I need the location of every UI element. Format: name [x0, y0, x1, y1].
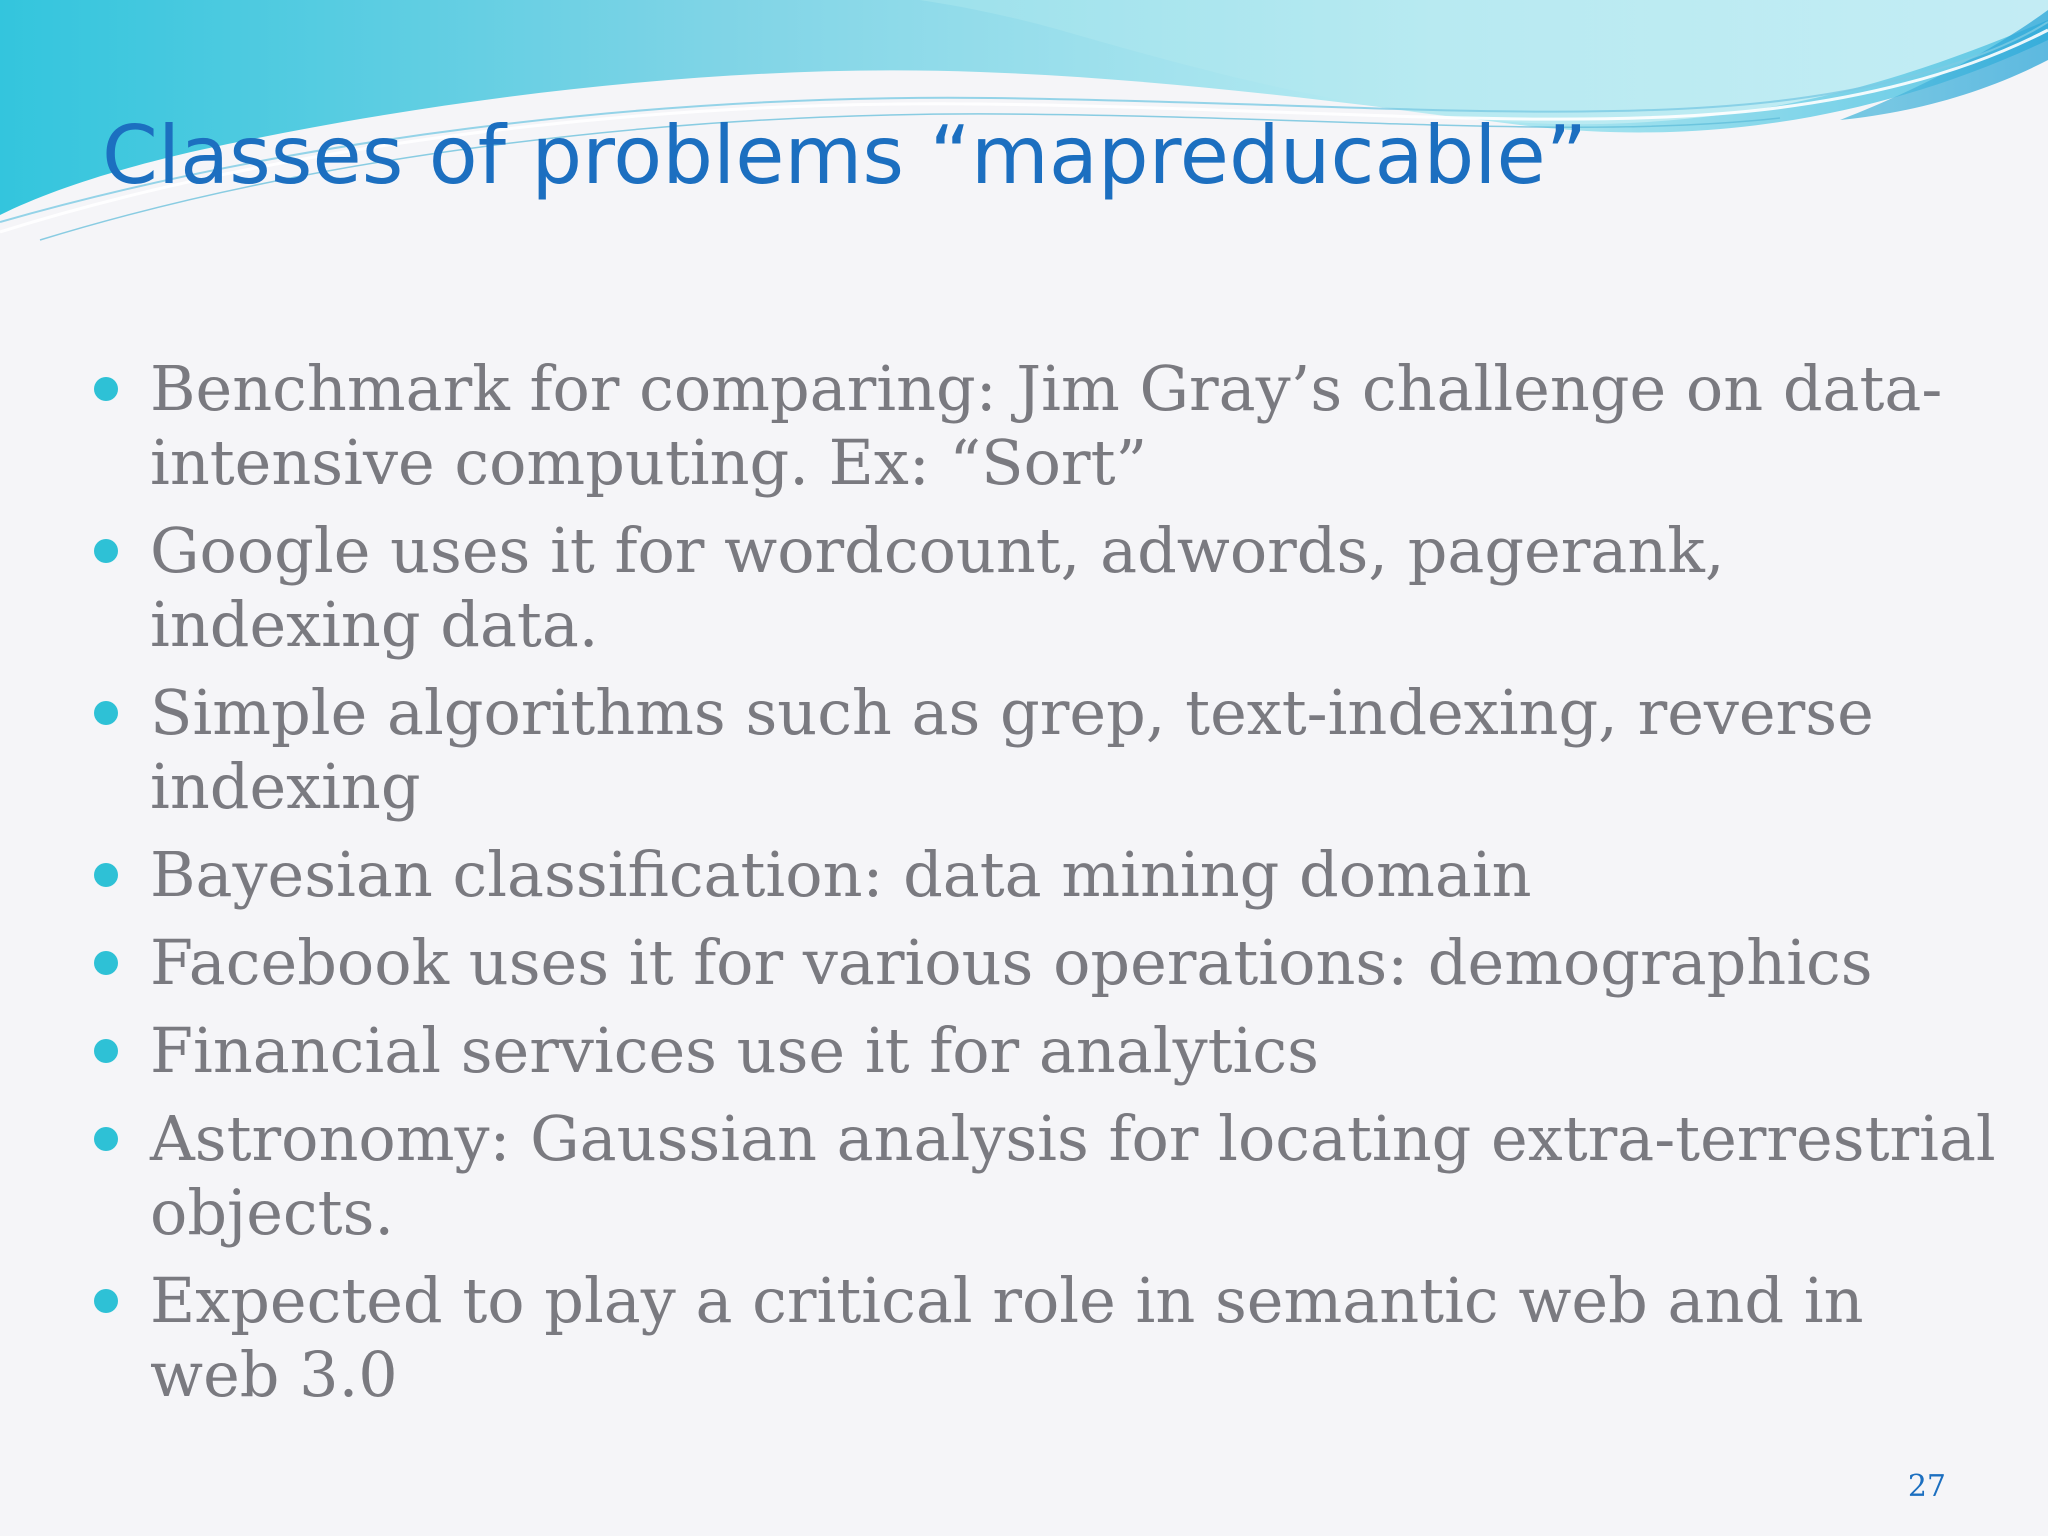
bullet-dot-icon	[94, 701, 118, 725]
bullet-text: Benchmark for comparing: Jim Gray’s challenge on data-intensive computing. Ex: “Sort”	[150, 352, 1943, 499]
bullet-text: Simple algorithms such as grep, text-indexing, reverse indexing	[150, 676, 1874, 823]
bullet-dot-icon	[94, 951, 118, 975]
bullet-list	[150, 352, 2010, 1426]
bullet-item	[150, 1014, 2010, 1088]
bullet-dot-icon	[94, 377, 118, 401]
bullet-text: Facebook uses it for various operations: demographics	[150, 926, 1873, 999]
bullet-item	[150, 1102, 2010, 1250]
bullet-item	[150, 1264, 2010, 1412]
slide-page-number: 27	[1907, 1469, 1946, 1504]
bullet-dot-icon	[94, 539, 118, 563]
slide-title: Classes of problems “mapreducable”	[102, 109, 1588, 202]
bullet-item	[150, 352, 2010, 500]
bullet-text: Financial services use it for analytics	[150, 1014, 1319, 1087]
bullet-text: Google uses it for wordcount, adwords, pagerank, indexing data.	[150, 514, 1725, 661]
bullet-item	[150, 514, 2010, 662]
bullet-item	[150, 838, 2010, 912]
bullet-text: Expected to play a critical role in semantic web and in web 3.0	[150, 1264, 1864, 1411]
bullet-item	[150, 926, 2010, 1000]
bullet-dot-icon	[94, 863, 118, 887]
bullet-dot-icon	[94, 1039, 118, 1063]
bullet-item	[150, 676, 2010, 824]
bullet-text: Astronomy: Gaussian analysis for locating extra-terrestrial objects.	[150, 1102, 1996, 1249]
bullet-text: Bayesian classification: data mining domain	[150, 838, 1532, 911]
bullet-dot-icon	[94, 1289, 118, 1313]
bullet-dot-icon	[94, 1127, 118, 1151]
